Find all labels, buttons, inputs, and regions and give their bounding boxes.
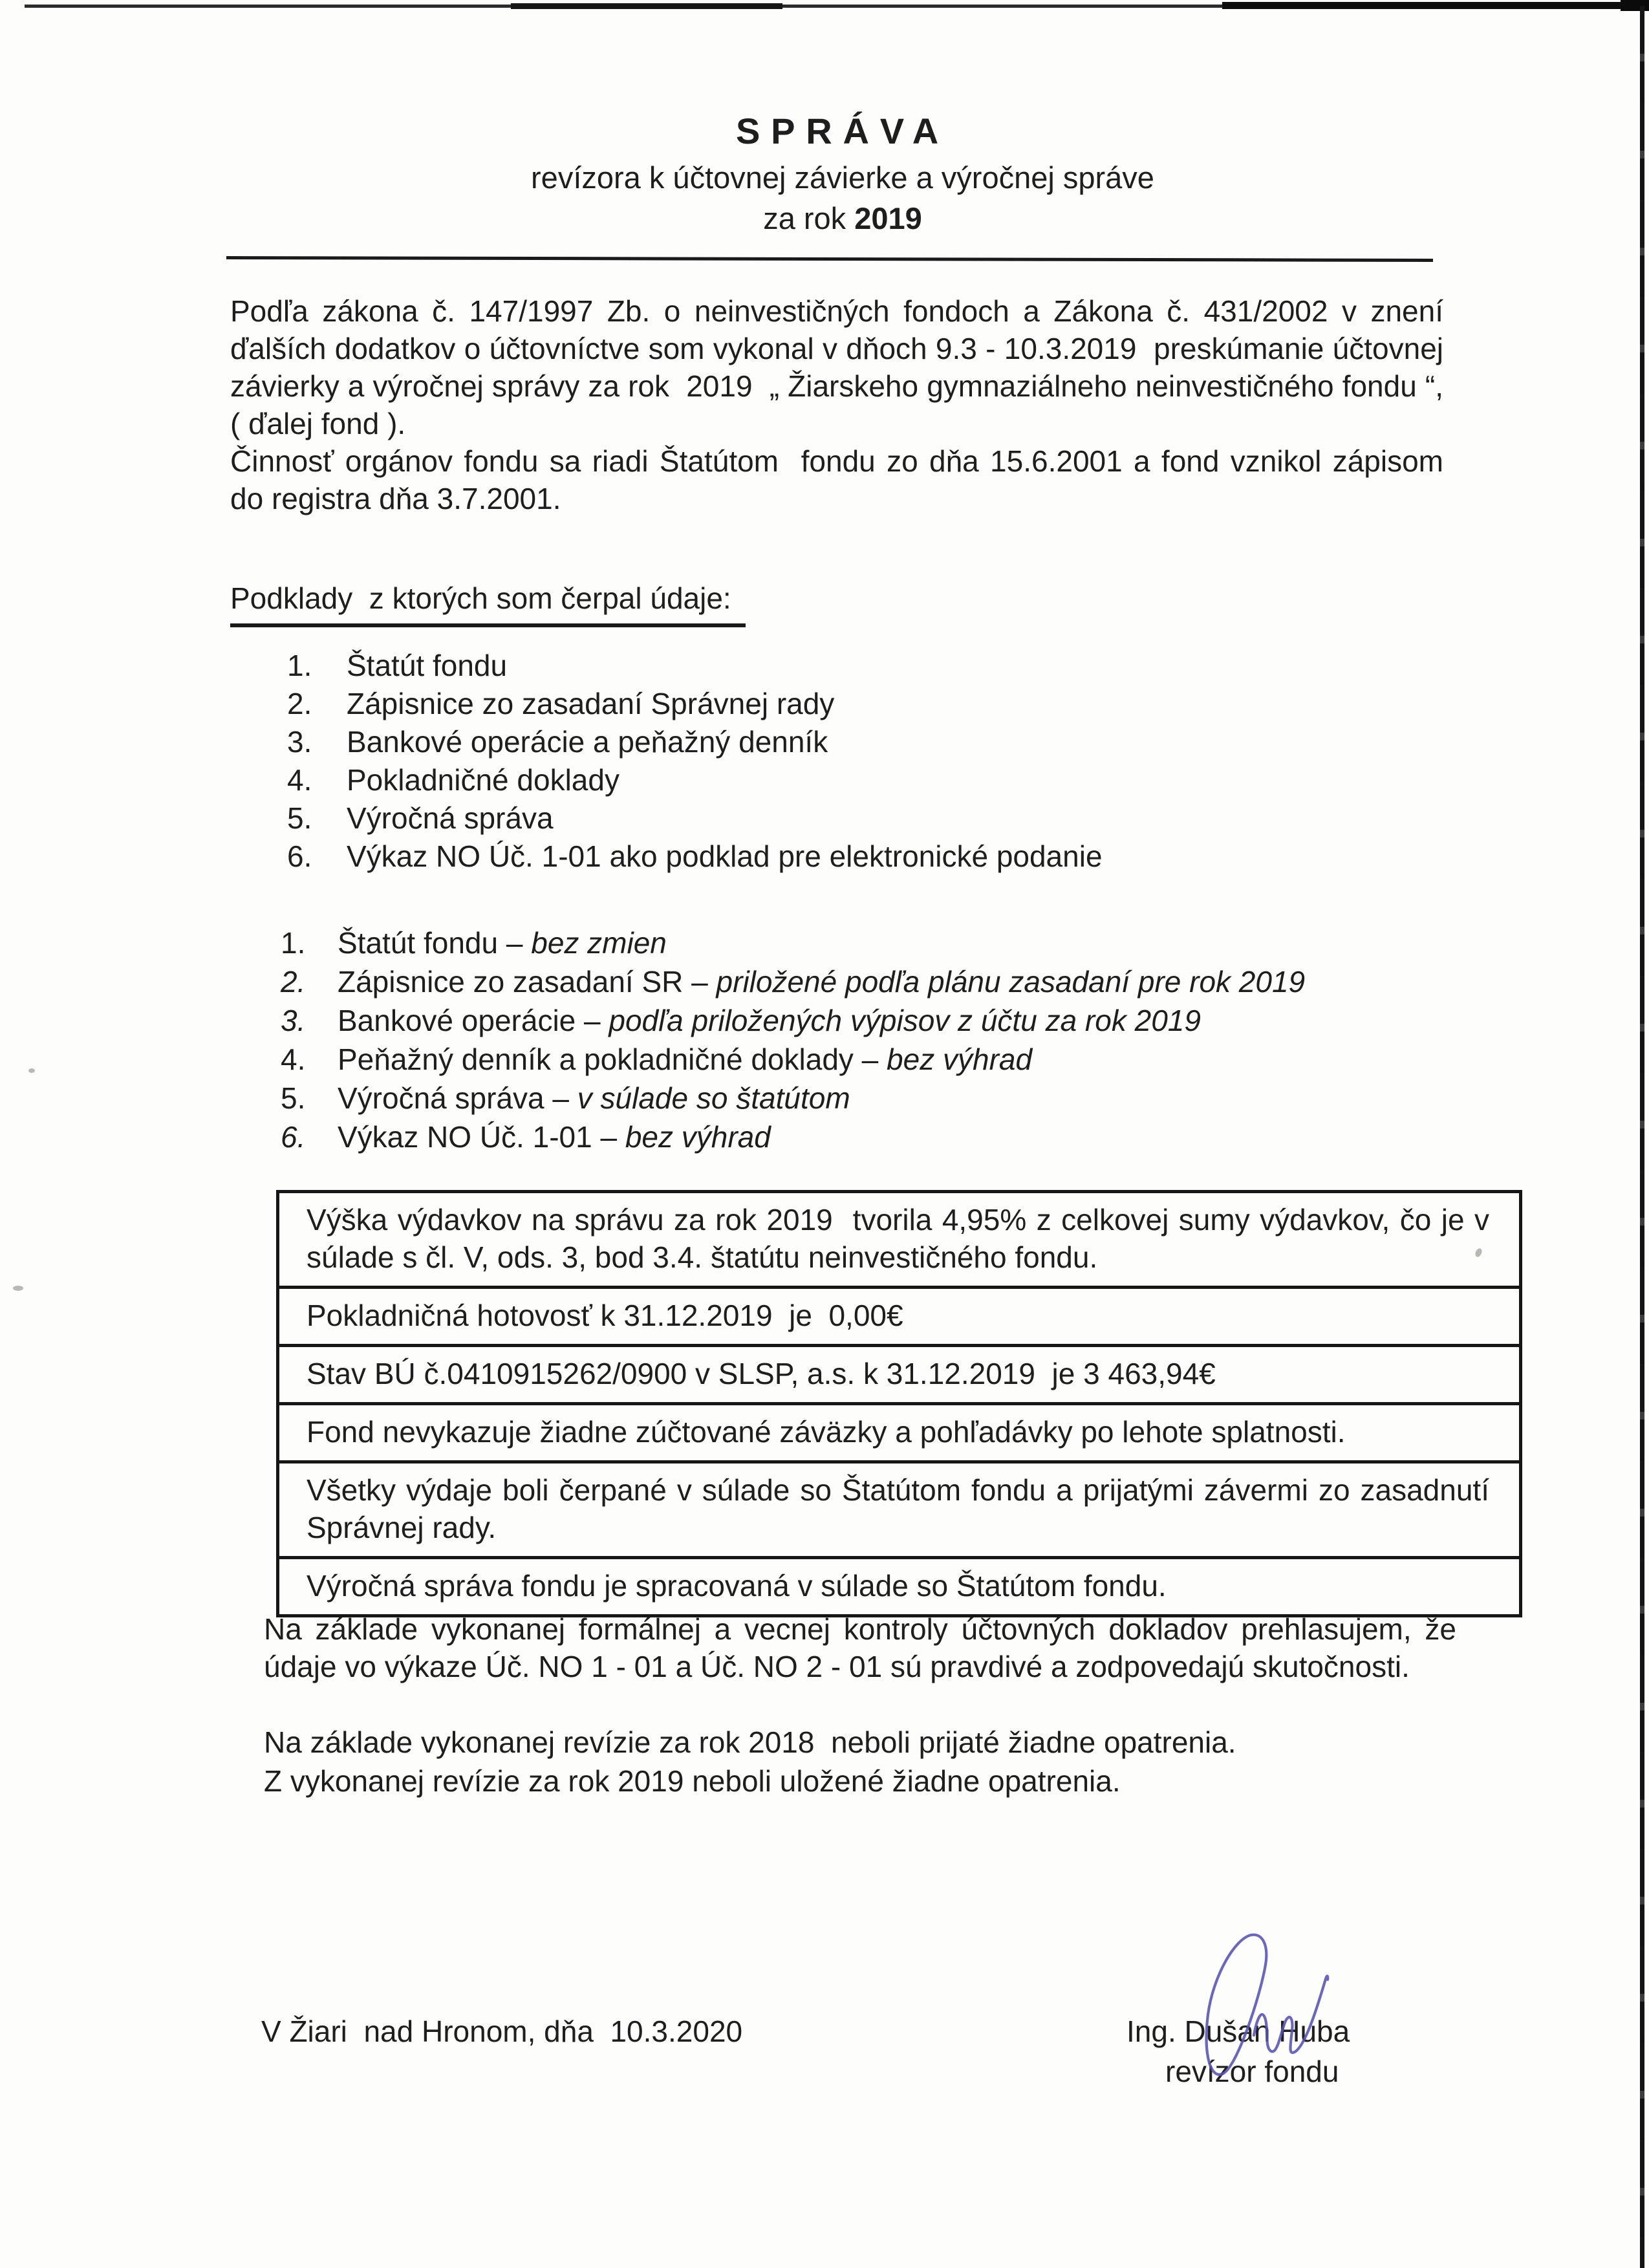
item-result: bez výhrad	[887, 1042, 1033, 1076]
item-text: Výročná správa – v súlade so štatútom	[338, 1081, 850, 1115]
item-result: bez zmien	[531, 926, 667, 960]
intro-section	[230, 292, 1443, 517]
signature-ink	[1190, 1924, 1339, 2086]
sources-heading: Podklady z ktorých som čerpal údaje:	[230, 579, 746, 627]
item-number: 3.	[281, 1004, 306, 1037]
list-item	[287, 761, 1103, 799]
item-result: bez výhrad	[625, 1120, 771, 1154]
item-number: 6.	[287, 839, 312, 873]
scan-edge-right	[1640, 6, 1644, 2268]
summary-row: Všetky výdaje boli čerpané v súlade so Štatútom fondu a prijatými závermi zo zasadnutí Správnej rady.	[279, 1460, 1519, 1556]
summary-box	[276, 1190, 1522, 1617]
summary-row: Stav BÚ č.0410915262/0900 v SLSP, a.s. k 31.12.2019 je 3 463,94€	[279, 1344, 1519, 1402]
revision-note-2019: Z vykonanej revízie za rok 2019 neboli uložené žiadne opatrenia.	[264, 1764, 1121, 1798]
summary-row: Výška výdavkov na správu za rok 2019 tvorila 4,95% z celkovej sumy výdavkov, čo je v súlade s čl. V, ods. 3, bod 3.4. štatútu neinvestičného fondu.	[307, 1203, 1489, 1274]
item-number: 4.	[281, 1042, 306, 1076]
item-number: 4.	[287, 763, 312, 797]
list-item	[281, 1118, 1305, 1156]
item-text: Zápisnice zo zasadaní Správnej rady	[347, 687, 835, 720]
item-text: Štatút fondu	[347, 649, 508, 682]
list-item	[281, 962, 1305, 1001]
list-item	[281, 1040, 1305, 1079]
item-number: 1.	[287, 649, 312, 682]
item-result: v súlade so štatútom	[577, 1081, 850, 1115]
year-prefix: za rok	[763, 201, 855, 235]
item-text: Bankové operácie a peňažný denník	[347, 725, 828, 759]
signer-name: Ing. Dušan Huba	[1126, 2014, 1350, 2048]
item-result: priložené podľa plánu zasadaní pre rok 2019	[716, 965, 1306, 999]
list-item	[287, 723, 1103, 761]
list-item	[281, 1079, 1305, 1118]
item-number: 5.	[281, 1081, 306, 1115]
item-number: 5.	[287, 801, 312, 835]
item-text: Bankové operácie – podľa priložených výpisov z účtu za rok 2019	[338, 1004, 1201, 1037]
list-item	[287, 647, 1103, 685]
summary-row: Pokladničná hotovosť k 31.12.2019 je 0,00€	[279, 1286, 1519, 1344]
list-item	[281, 1001, 1305, 1040]
item-text: Zápisnice zo zasadaní SR – priložené podľa plánu zasadaní pre rok 2019	[338, 965, 1306, 999]
item-text: Výročná správa	[347, 801, 554, 835]
item-result: podľa priložených výpisov z účtu za rok 2019	[609, 1004, 1201, 1037]
header-divider	[226, 256, 1433, 262]
item-number: 6.	[281, 1120, 306, 1154]
list-item	[281, 923, 1305, 962]
scan-speck	[28, 1068, 35, 1073]
signature-stroke-loop	[1207, 1935, 1267, 2075]
intro-paragraph-2: Činnosť orgánov fondu sa riadi Štatútom fondu zo dňa 15.6.2001 a fond vznikol zápisom do registra dňa 3.7.2001.	[230, 444, 1443, 515]
item-text: Výkaz NO Úč. 1-01 ako podklad pre elektronické podanie	[347, 839, 1103, 873]
declaration-paragraph: Na základe vykonanej formálnej a vecnej kontroly účtovných dokladov prehlasujem, že údaje vo výkaze Úč. NO 1 - 01 a Úč. NO 2 - 01 sú pravdivé a zodpovedajú skutočnosti.	[264, 1612, 1456, 1683]
findings-list	[281, 923, 1305, 1156]
revision-notes	[264, 1723, 1493, 1800]
item-number: 3.	[287, 725, 312, 759]
item-number: 2.	[287, 687, 312, 720]
item-number: 2.	[281, 965, 306, 999]
scan-edge-corner	[1621, 0, 1649, 11]
intro-paragraph-1: Podľa zákona č. 147/1997 Zb. o neinvestičných fondoch a Zákona č. 431/2002 v znení ďalších dodatkov o účtovníctve som vykonal v dňoch 9.3 - 10.3.2019 preskúmanie účtovnej závierky a výročnej správy za rok 2019 „ Žiarskeho gymnaziálneho neinvestičného fondu “, ( ďalej fond ).	[230, 294, 1443, 440]
list-item	[287, 799, 1103, 837]
item-text: Výkaz NO Úč. 1-01 – bez výhrad	[338, 1120, 771, 1154]
item-text: Peňažný denník a pokladničné doklady – bez výhrad	[338, 1042, 1033, 1076]
summary-row: Výročná správa fondu je spracovaná v súlade so Štatútom fondu.	[279, 1556, 1519, 1614]
document-subtitle: revízora k účtovnej závierke a výročnej správe	[531, 160, 1154, 195]
document-title: SPRÁVA	[735, 111, 950, 151]
scan-edge-top-segment	[1222, 2, 1649, 9]
document-year-line	[18, 199, 1649, 238]
list-item	[287, 837, 1103, 876]
item-text: Pokladničné doklady	[347, 763, 620, 797]
sources-list	[287, 647, 1103, 876]
item-text: Štatút fondu – bez zmien	[338, 926, 667, 960]
place-date-line: V Žiari nad Hronom, dňa 10.3.2020	[261, 2014, 743, 2048]
scan-edge-top-segment	[511, 3, 782, 9]
list-item	[287, 685, 1103, 723]
summary-row: Fond nevykazuje žiadne zúčtované záväzky a pohľadávky po lehote splatnosti.	[279, 1402, 1519, 1460]
document-year: 2019	[854, 201, 922, 235]
document-header	[18, 110, 1649, 238]
item-number: 1.	[281, 926, 306, 960]
revision-note-2018: Na základe vykonanej revízie za rok 2018 neboli prijaté žiadne opatrenia.	[264, 1725, 1236, 1759]
scan-speck	[13, 1286, 23, 1291]
signature-stroke-scrawl	[1254, 1976, 1328, 2053]
signer-role: revízor fondu	[1165, 2055, 1339, 2088]
